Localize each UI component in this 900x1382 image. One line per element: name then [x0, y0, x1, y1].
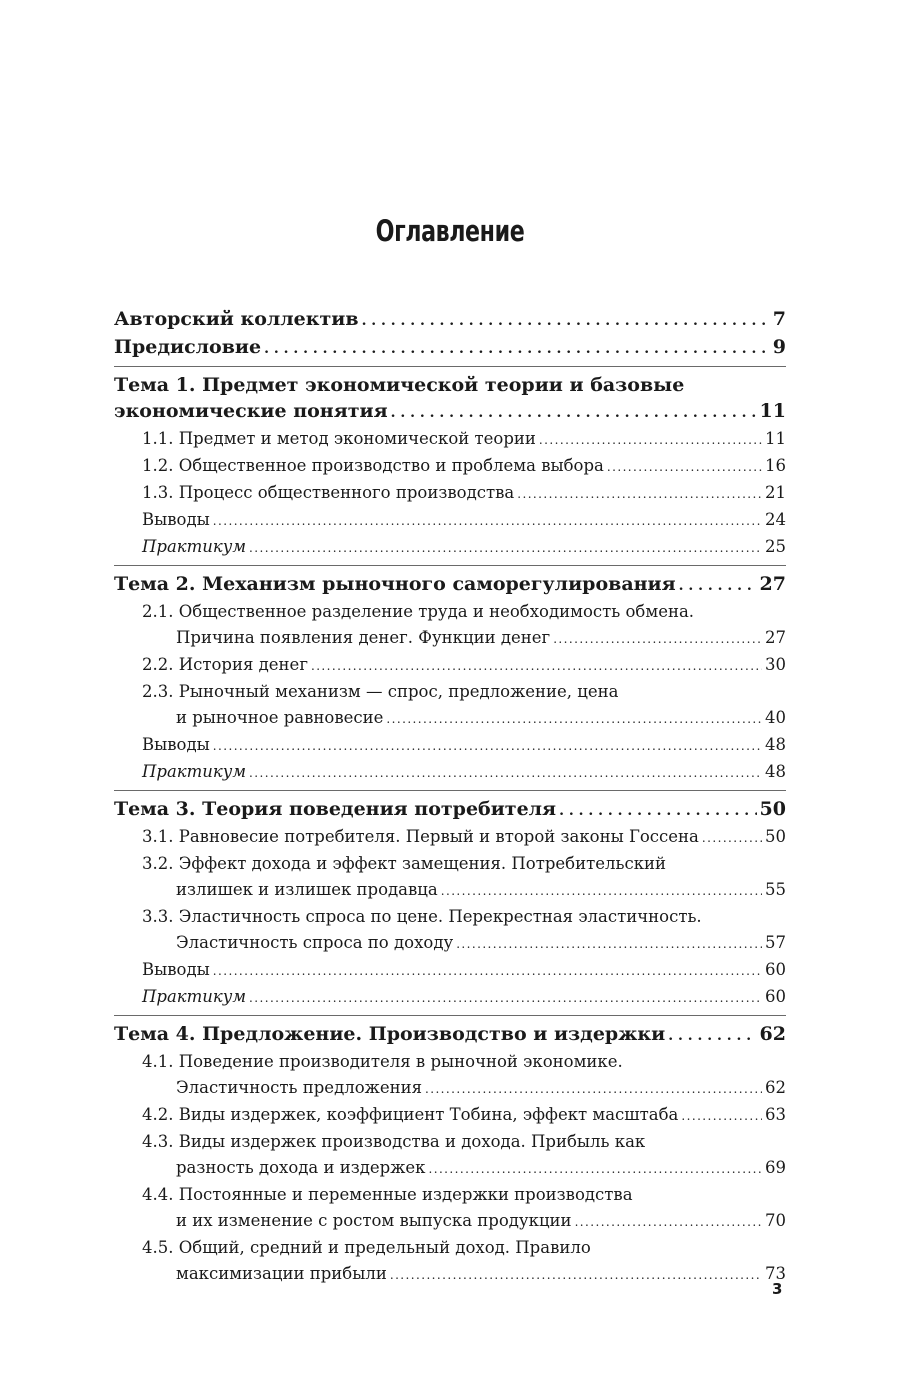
dot-leader — [607, 454, 762, 480]
theme-4-heading[interactable] — [114, 1021, 786, 1049]
toc-subentry-page: 60 — [765, 960, 786, 979]
dot-leader — [362, 308, 770, 334]
toc-subentry[interactable] — [142, 1102, 786, 1129]
divider — [114, 366, 786, 367]
toc-subentry-line1[interactable]: 3.2. Эффект дохода и эффект замещения. Потребительский — [142, 854, 667, 873]
toc-subentry-title: 3.1. Равновесие потребителя. Первый и второй законы Госсена — [142, 827, 699, 846]
toc-subentry[interactable] — [142, 652, 786, 679]
dot-leader — [249, 985, 762, 1011]
dot-leader — [681, 1103, 762, 1129]
toc-subentry-title: Причина появления денег. Функции денег — [176, 628, 551, 647]
dot-leader — [213, 733, 762, 759]
toc-subentry[interactable] — [142, 877, 786, 904]
page-number: 3 — [772, 1280, 783, 1298]
dot-leader — [391, 400, 757, 426]
toc-subentry-title: Эластичность спроса по доходу — [176, 933, 454, 952]
toc-subentry-practicum[interactable] — [142, 534, 786, 561]
dot-leader — [386, 706, 762, 732]
toc-entry-page: 62 — [759, 1023, 786, 1045]
toc-subentry-page: 62 — [765, 1078, 786, 1097]
dot-leader — [539, 427, 762, 453]
toc-subentry[interactable] — [142, 1155, 786, 1182]
toc-subentry-title: 2.2. История денег — [142, 655, 308, 674]
page-title: Оглавление — [375, 214, 525, 248]
dot-leader — [517, 481, 762, 507]
divider — [114, 565, 786, 566]
toc-subentry-title: 1.1. Предмет и метод экономической теории — [142, 429, 536, 448]
toc-entry-title: Предисловие — [114, 336, 262, 358]
toc-subentry-page: 48 — [765, 762, 786, 781]
toc-subentry-page: 16 — [765, 456, 786, 475]
toc-subentry-line1[interactable]: 4.3. Виды издержек производства и дохода. Прибыль как — [142, 1132, 646, 1151]
toc-subentry-page: 24 — [765, 510, 786, 529]
toc-subentry-title: разность дохода и издержек — [176, 1158, 426, 1177]
toc-subentry-title: Практикум — [142, 987, 247, 1006]
toc-subentry-practicum[interactable] — [142, 759, 786, 786]
toc-subentry[interactable] — [142, 930, 786, 957]
toc-entry-title: Тема 2. Механизм рыночного саморегулирования — [114, 573, 676, 595]
toc-subentry-page: 25 — [765, 537, 786, 556]
toc-subentry-line1[interactable]: 4.4. Постоянные и переменные издержки производства — [142, 1185, 633, 1204]
dot-leader — [249, 760, 762, 786]
toc-subentry[interactable] — [142, 824, 786, 851]
dot-leader — [264, 336, 770, 362]
toc-subentry-title: 1.3. Процесс общественного производства — [142, 483, 515, 502]
dot-leader — [456, 931, 762, 957]
toc-subentry-page: 30 — [765, 655, 786, 674]
toc-subentry-line1[interactable]: 2.1. Общественное разделение труда и необходимость обмена. — [142, 602, 695, 621]
toc-subentry[interactable] — [142, 426, 786, 453]
toc-subentry[interactable] — [142, 1075, 786, 1102]
toc-subentry-page: 69 — [765, 1158, 786, 1177]
toc-subentry-title: Выводы — [142, 510, 210, 529]
dot-leader — [553, 626, 762, 652]
toc-entry-page: 7 — [772, 308, 786, 330]
toc-subentry-page: 27 — [765, 628, 786, 647]
toc-subentry[interactable] — [142, 705, 786, 732]
toc-subentry-conclusions[interactable] — [142, 507, 786, 534]
toc-subentry[interactable] — [142, 625, 786, 652]
toc-subentry-title: Практикум — [142, 537, 247, 556]
toc-subentry-page: 57 — [765, 933, 786, 952]
toc-subentry-conclusions[interactable] — [142, 732, 786, 759]
toc-subentry-page: 55 — [765, 880, 786, 899]
dot-leader — [249, 535, 762, 561]
toc-subentry-page: 60 — [765, 987, 786, 1006]
theme-1-heading-line1[interactable]: Тема 1. Предмет экономической теории и базовые — [114, 374, 685, 396]
toc-entry-preface[interactable] — [114, 334, 786, 362]
toc-subentry-line1[interactable]: 4.1. Поведение производителя в рыночной экономике. — [142, 1052, 623, 1071]
toc-subentry[interactable] — [142, 1208, 786, 1235]
toc-subentry-page: 11 — [765, 429, 786, 448]
toc-subentry-line1[interactable]: 3.3. Эластичность спроса по цене. Перекрестная эластичность. — [142, 907, 702, 926]
toc-subentry-line1[interactable]: 2.3. Рыночный механизм — спрос, предложение, цена — [142, 682, 619, 701]
toc-subentry-page: 21 — [765, 483, 786, 502]
dot-leader — [559, 798, 756, 824]
toc-subentry-page: 70 — [765, 1211, 786, 1230]
divider — [114, 1015, 786, 1016]
toc-entry-title: Авторский коллектив — [114, 308, 359, 330]
toc-entry-authors[interactable] — [114, 306, 786, 334]
toc-subentry-page: 48 — [765, 735, 786, 754]
dot-leader — [425, 1076, 762, 1102]
dot-leader — [441, 878, 762, 904]
divider — [114, 790, 786, 791]
toc-subentry-line1[interactable]: 4.5. Общий, средний и предельный доход. Правило — [142, 1238, 591, 1257]
toc-entry-page: 27 — [759, 573, 786, 595]
toc-subentry-title: излишек и излишек продавца — [176, 880, 438, 899]
dot-leader — [575, 1209, 762, 1235]
toc-subentry[interactable] — [142, 1261, 786, 1288]
dot-leader — [679, 573, 757, 599]
toc-entry-title: Тема 4. Предложение. Производство и издержки — [114, 1023, 666, 1045]
toc-entry-title: Тема 3. Теория поведения потребителя — [114, 798, 557, 820]
toc-subentry-page: 40 — [765, 708, 786, 727]
dot-leader — [311, 653, 762, 679]
toc-subentry-page: 63 — [765, 1105, 786, 1124]
dot-leader — [213, 508, 762, 534]
dot-leader — [390, 1262, 762, 1288]
toc-subentry-page: 50 — [765, 827, 786, 846]
toc-entry-page: 50 — [759, 798, 786, 820]
theme-3-heading[interactable] — [114, 796, 786, 824]
toc-subentry-page: 73 — [765, 1264, 786, 1283]
dot-leader — [702, 825, 762, 851]
toc-subentry-title: Выводы — [142, 735, 210, 754]
toc-subentry-title: максимизации прибыли — [176, 1264, 387, 1283]
theme-2-heading[interactable] — [114, 571, 786, 599]
toc-subentry-title: Практикум — [142, 762, 247, 781]
table-of-contents — [114, 306, 786, 1288]
dot-leader — [213, 958, 762, 984]
toc-subentry-title: 4.2. Виды издержек, коэффициент Тобина, эффект масштаба — [142, 1105, 679, 1124]
toc-subentry-title: 1.2. Общественное производство и проблема выбора — [142, 456, 604, 475]
theme-1-heading[interactable] — [114, 398, 786, 426]
toc-subentry-title: и рыночное равновесие — [176, 708, 384, 727]
toc-subentry-title: и их изменение с ростом выпуска продукции — [176, 1211, 572, 1230]
toc-entry-page: 9 — [772, 336, 786, 358]
dot-leader — [668, 1023, 756, 1049]
toc-subentry[interactable] — [142, 480, 786, 507]
toc-subentry-title: Выводы — [142, 960, 210, 979]
dot-leader — [428, 1156, 762, 1182]
toc-entry-title: экономические понятия — [114, 400, 388, 422]
toc-entry-page: 11 — [759, 400, 786, 422]
toc-subentry[interactable] — [142, 453, 786, 480]
toc-subentry-conclusions[interactable] — [142, 957, 786, 984]
toc-subentry-practicum[interactable] — [142, 984, 786, 1011]
toc-subentry-title: Эластичность предложения — [176, 1078, 422, 1097]
